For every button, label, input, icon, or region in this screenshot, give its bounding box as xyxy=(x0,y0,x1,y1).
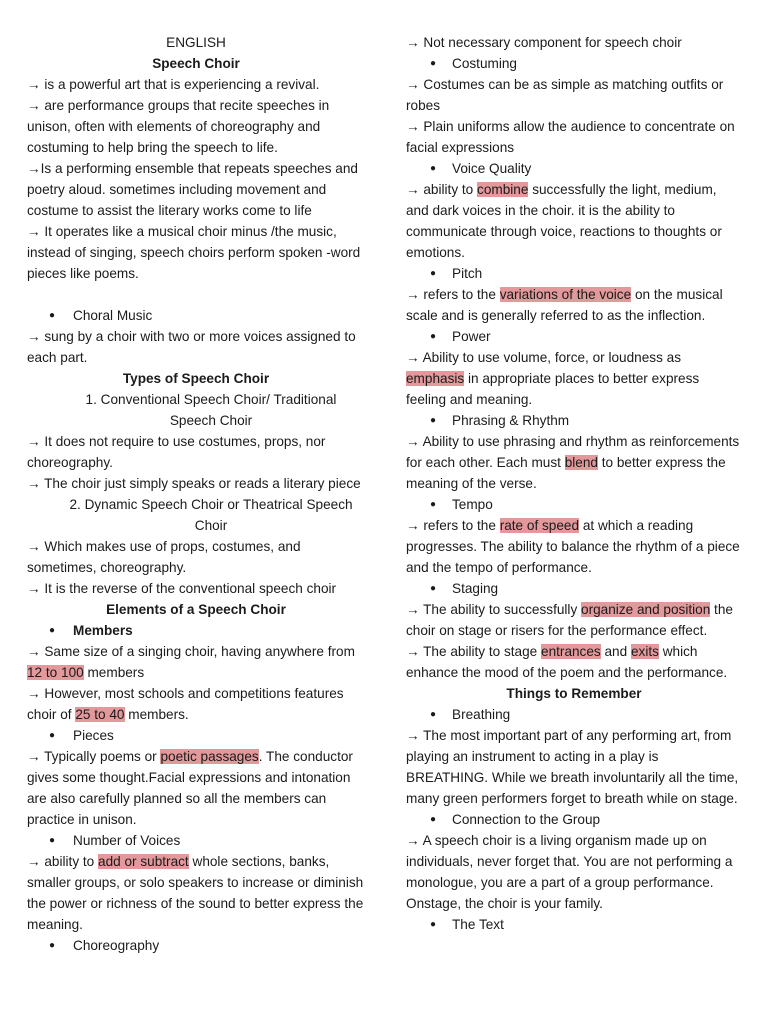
bullet-costuming: ● Costuming xyxy=(406,53,742,74)
tempo-text: → refers to the rate of speed at which a reading progresses. The ability to balance the rhythm of a piece and the tempo of performance. xyxy=(406,518,740,575)
bullet-choreography: ● Choreography xyxy=(27,935,365,956)
not-necessary-line: → Not necessary component for speech choir xyxy=(406,35,682,50)
pieces-text: → Typically poems or poetic passages. The conductor gives some thought.Facial expressions and intonation are also carefully planned so all the members can practice in unison. xyxy=(27,749,353,827)
left-column xyxy=(27,32,365,956)
highlight: poetic passages xyxy=(160,749,259,764)
choral-music-text: → sung by a choir with two or more voices assigned to each part. xyxy=(27,329,356,365)
type-1-line: → It does not require to use costumes, props, nor choreography. xyxy=(27,434,326,470)
types-heading: Types of Speech Choir xyxy=(122,371,270,386)
highlight: blend xyxy=(564,455,598,470)
highlight: emphasis xyxy=(406,371,465,386)
highlight: 25 to 40 xyxy=(75,707,125,722)
highlight: combine xyxy=(477,182,529,197)
highlight: entrances xyxy=(541,644,601,659)
type-2-line: → It is the reverse of the conventional speech choir xyxy=(27,581,337,596)
intro-line: → It operates like a musical choir minus /the music, instead of singing, speech choirs perform spoken -word pieces like poems. xyxy=(27,224,361,281)
bullet-number-of-voices: ● Number of Voices xyxy=(27,830,365,851)
highlight: variations of the voice xyxy=(499,287,632,302)
intro-line: →Is a performing ensemble that repeats speeches and poetry aloud. sometimes including movement and costume to assist the literary works come to life xyxy=(27,161,358,218)
remember-heading: Things to Remember xyxy=(506,686,642,701)
members-line-2: → However, most schools and competitions features choir of 25 to 40 members. xyxy=(27,686,344,722)
type-2-line: → Which makes use of props, costumes, and sometimes, choreography. xyxy=(27,539,301,575)
highlight: exits xyxy=(630,644,659,659)
type-2-label: 2. Dynamic Speech Choir or Theatrical Speech Choir xyxy=(69,497,353,533)
page-title: Speech Choir xyxy=(152,56,240,71)
bullet-the-text: ● The Text xyxy=(406,914,742,935)
subject-heading: ENGLISH xyxy=(166,35,226,50)
bullet-tempo: ● Tempo xyxy=(406,494,742,515)
voice-quality-text: → ability to combine successfully the light, medium, and dark voices in the choir. it is the ability to communicate through voice, reactions to thoughts or emotions. xyxy=(406,182,722,260)
bullet-pitch: ● Pitch xyxy=(406,263,742,284)
bullet-pieces: ● Pieces xyxy=(27,725,365,746)
highlight: rate of speed xyxy=(499,518,580,533)
staging-text-1: → The ability to successfully organize and position the choir on stage or risers for the performance effect. xyxy=(406,602,733,638)
bullet-breathing: ● Breathing xyxy=(406,704,742,725)
bullet-power: ● Power xyxy=(406,326,742,347)
breathing-text: → The most important part of any performing art, from playing an instrument to acting in a play is BREATHING. While we breath involuntarily all the time, many green performers forget to breath while on stage. xyxy=(406,728,739,806)
power-text: → Ability to use volume, force, or loudness as emphasis in appropriate places to better express feeling and meaning. xyxy=(406,350,700,407)
elements-heading: Elements of a Speech Choir xyxy=(106,602,286,617)
right-column xyxy=(406,32,742,935)
costuming-line: → Costumes can be as simple as matching outfits or robes xyxy=(406,77,724,113)
highlight: 12 to 100 xyxy=(27,665,84,680)
bullet-staging: ● Staging xyxy=(406,578,742,599)
connection-text: → A speech choir is a living organism made up on individuals, never forget that. You are not performing a monologue, you are a part of a group performance. Onstage, the choir is your family. xyxy=(406,833,733,911)
bullet-choral-music: ● Choral Music xyxy=(27,305,365,326)
spacer xyxy=(27,284,365,305)
bullet-voice-quality: ● Voice Quality xyxy=(406,158,742,179)
highlight: organize and position xyxy=(581,602,711,617)
pitch-text: → refers to the variations of the voice on the musical scale and is generally referred to as the inflection. xyxy=(406,287,723,323)
costuming-line: → Plain uniforms allow the audience to concentrate on facial expressions xyxy=(406,119,735,155)
intro-line: → is a powerful art that is experiencing a revival. xyxy=(27,77,320,92)
type-1-line: → The choir just simply speaks or reads a literary piece xyxy=(27,476,361,491)
bullet-members: ● Members xyxy=(27,620,365,641)
phrasing-text: → Ability to use phrasing and rhythm as reinforcements for each other. Each must blend to better express the meaning of the verse. xyxy=(406,434,740,491)
staging-text-2: → The ability to stage entrances and exits which enhance the mood of the poem and the performance. xyxy=(406,644,728,680)
intro-line: → are performance groups that recite speeches in unison, often with elements of choreography and costuming to help bring the speech to life. xyxy=(27,98,330,155)
type-1-label: 1. Conventional Speech Choir/ Traditional Speech Choir xyxy=(85,392,337,428)
bullet-connection: ● Connection to the Group xyxy=(406,809,742,830)
highlight: add or subtract xyxy=(98,854,189,869)
members-line-1: → Same size of a singing choir, having anywhere from 12 to 100 members xyxy=(27,644,355,680)
bullet-phrasing-rhythm: ● Phrasing & Rhythm xyxy=(406,410,742,431)
voices-text: → ability to add or subtract whole sections, banks, smaller groups, or solo speakers to increase or diminish the power or richness of the sound to better express the meaning. xyxy=(27,854,364,932)
